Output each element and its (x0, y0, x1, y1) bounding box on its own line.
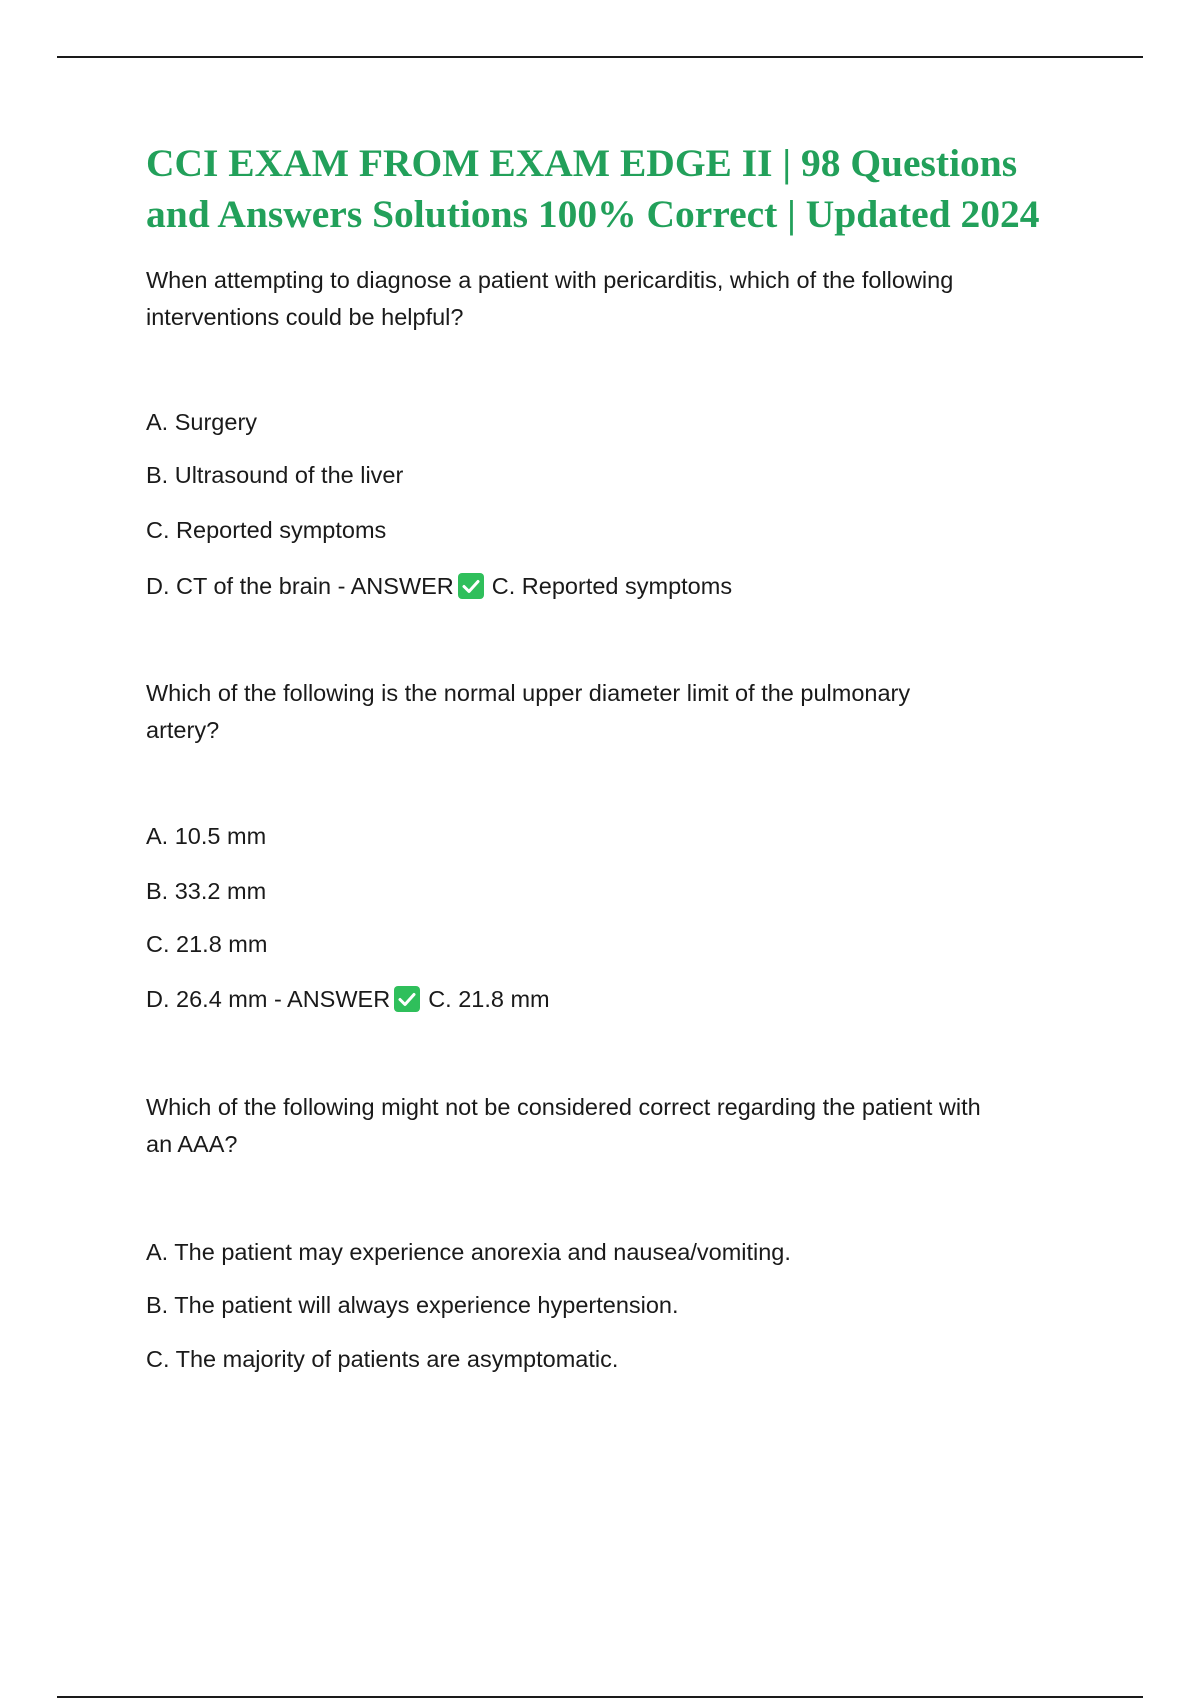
option-d: D. 26.4 mm - ANSWER (146, 986, 391, 1012)
option-a: A. The patient may experience anorexia and nausea/vomiting. (146, 1239, 791, 1265)
question-text: When attempting to diagnose a patient with pericarditis, which of the following interventions could be helpful? (146, 267, 954, 330)
option-a: A. Surgery (146, 409, 258, 435)
answer-text: C. Reported symptoms (491, 573, 733, 599)
answer-text: C. 21.8 mm (428, 986, 550, 1012)
bottom-divider (57, 1696, 1143, 1698)
question-text: Which of the following might not be considered correct regarding the patient with an AAA? (146, 1094, 981, 1157)
option-d-with-answer (146, 570, 732, 602)
check-mark-icon (458, 573, 484, 599)
question-2 (146, 675, 1106, 749)
top-divider (57, 56, 1143, 58)
check-mark-icon (394, 986, 420, 1012)
option-d: D. CT of the brain - ANSWER (146, 573, 454, 599)
option-d-with-answer (146, 983, 550, 1015)
option-b: B. Ultrasound of the liver (146, 462, 404, 488)
question-3 (146, 1089, 1106, 1163)
document-title (146, 138, 1106, 240)
option-b: B. 33.2 mm (146, 878, 267, 904)
option-a: A. 10.5 mm (146, 823, 267, 849)
question-text: Which of the following is the normal upper diameter limit of the pulmonary artery? (146, 680, 911, 743)
option-c: C. 21.8 mm (146, 931, 268, 957)
title-line: and Answers Solutions 100% Correct | Updated 2024 (146, 192, 1040, 236)
option-c: C. The majority of patients are asymptomatic. (146, 1346, 619, 1372)
title-line: CCI EXAM FROM EXAM EDGE II | 98 Questions (146, 141, 1018, 185)
option-c: C. Reported symptoms (146, 517, 387, 543)
option-b: B. The patient will always experience hypertension. (146, 1292, 679, 1318)
question-1 (146, 262, 1106, 336)
